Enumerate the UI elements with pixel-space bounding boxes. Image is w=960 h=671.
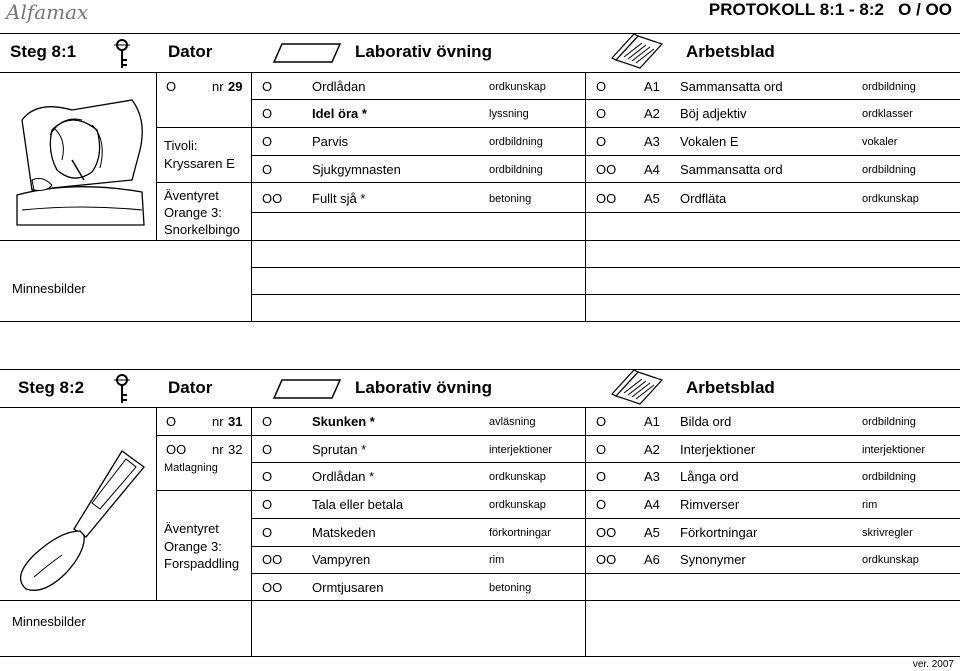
- activity-name: Ordlådan *: [312, 469, 375, 484]
- lab-label: Laborativ övning: [355, 378, 492, 397]
- worksheet-name: Rimverser: [680, 497, 740, 512]
- activity-category: ordkunskap: [489, 471, 546, 483]
- activity-category: lyssning: [489, 108, 529, 120]
- activity-name: Idel öra *: [312, 106, 367, 121]
- nr-label: nr: [212, 414, 224, 429]
- nr-mark[interactable]: O: [166, 79, 177, 94]
- nr-mark[interactable]: OO: [166, 442, 187, 457]
- worksheet-name: Vokalen E: [680, 134, 739, 149]
- worksheet-category: ordklasser: [862, 108, 913, 120]
- worksheet-mark[interactable]: O: [596, 134, 607, 149]
- sick-person-illustration: [12, 80, 150, 230]
- protocol-title: PROTOKOLL 8:1 - 8:2 O / OO: [708, 0, 952, 19]
- activity-mark[interactable]: O: [262, 525, 273, 540]
- activity-mark[interactable]: O: [262, 497, 273, 512]
- activity-name: Fullt sjå *: [312, 191, 366, 206]
- worksheet-category: interjektioner: [862, 444, 925, 456]
- activity-mark[interactable]: O: [262, 134, 273, 149]
- worksheet-mark[interactable]: OO: [596, 162, 617, 177]
- worksheet-category: ordbildning: [862, 471, 916, 483]
- worksheet-mark[interactable]: O: [596, 497, 607, 512]
- worksheet-name: Bilda ord: [680, 414, 732, 429]
- worksheet-category: ordbildning: [862, 81, 916, 93]
- worksheet-mark[interactable]: OO: [596, 191, 617, 206]
- worksheet-category: ordbildning: [862, 164, 916, 176]
- adventure-label: Äventyret: [164, 188, 219, 203]
- version-label: ver. 2007: [912, 659, 954, 670]
- minnesbilder-label: Minnesbilder: [12, 281, 86, 296]
- worksheet-category: rim: [862, 499, 878, 511]
- dator-label: Dator: [168, 378, 213, 397]
- arbetsblad-label: Arbetsblad: [686, 42, 775, 61]
- spoon-illustration: [4, 445, 154, 595]
- matlagning-label: Matlagning: [164, 462, 218, 474]
- activity-category: ordbildning: [489, 136, 543, 148]
- worksheet-mark[interactable]: O: [596, 469, 607, 484]
- nr-number: 29: [228, 79, 243, 94]
- dator-label: Dator: [168, 42, 213, 61]
- activity-category: förkortningar: [489, 527, 551, 539]
- adventure-level: Orange 3:: [164, 205, 222, 220]
- step-title: Steg 8:2: [18, 378, 85, 397]
- worksheet-name: Böj adjektiv: [680, 106, 747, 121]
- key-icon: [110, 38, 134, 70]
- worksheet-code: A4: [644, 162, 660, 177]
- lab-label: Laborativ övning: [355, 42, 492, 61]
- activity-category: interjektioner: [489, 444, 552, 456]
- worksheet-code: A5: [644, 191, 660, 206]
- minnesbilder-label: Minnesbilder: [12, 614, 86, 629]
- activity-mark[interactable]: O: [262, 106, 273, 121]
- worksheet-code: A4: [644, 497, 660, 512]
- nr-label: nr: [212, 79, 224, 94]
- nr-mark[interactable]: O: [166, 414, 177, 429]
- activity-mark[interactable]: OO: [262, 580, 283, 595]
- worksheet-code: A6: [644, 552, 660, 567]
- worksheet-mark[interactable]: OO: [596, 525, 617, 540]
- activity-mark[interactable]: O: [262, 79, 273, 94]
- adventure-name: Snorkelbingo: [164, 222, 240, 237]
- tivoli-label: Tivoli:: [164, 138, 198, 153]
- worksheet-category: vokaler: [862, 136, 898, 148]
- adventure-level: Orange 3:: [164, 539, 222, 554]
- ruler-icon: [272, 42, 342, 64]
- worksheet-code: A2: [644, 442, 660, 457]
- step-title: Steg 8:1: [10, 42, 77, 61]
- tivoli-name: Kryssaren E: [164, 156, 235, 171]
- worksheet-name: Förkortningar: [680, 525, 758, 540]
- worksheet-icon: [608, 370, 664, 406]
- adventure-label: Äventyret: [164, 521, 219, 536]
- activity-category: rim: [489, 554, 505, 566]
- activity-mark[interactable]: O: [262, 442, 273, 457]
- nr-label: nr: [212, 442, 224, 457]
- activity-mark[interactable]: O: [262, 414, 273, 429]
- activity-category: avläsning: [489, 416, 536, 428]
- worksheet-mark[interactable]: O: [596, 414, 607, 429]
- activity-name: Ormtjusaren: [312, 580, 384, 595]
- worksheet-code: A3: [644, 469, 660, 484]
- activity-name: Ordlådan: [312, 79, 366, 94]
- ruler-icon: [272, 378, 342, 400]
- worksheet-mark[interactable]: O: [596, 79, 607, 94]
- worksheet-code: A1: [644, 79, 660, 94]
- worksheet-code: A1: [644, 414, 660, 429]
- worksheet-name: Sammansatta ord: [680, 162, 783, 177]
- activity-category: betoning: [489, 193, 532, 205]
- worksheet-category: ordkunskap: [862, 193, 919, 205]
- activity-category: ordkunskap: [489, 499, 546, 511]
- activity-name: Vampyren: [312, 552, 371, 567]
- activity-name: Tala eller betala: [312, 497, 404, 512]
- worksheet-name: Långa ord: [680, 469, 739, 484]
- worksheet-mark[interactable]: O: [596, 442, 607, 457]
- activity-mark[interactable]: OO: [262, 552, 283, 567]
- activity-category: betoning: [489, 582, 532, 594]
- activity-name: Parvis: [312, 134, 349, 149]
- worksheet-code: A5: [644, 525, 660, 540]
- arbetsblad-label: Arbetsblad: [686, 378, 775, 397]
- worksheet-name: Synonymer: [680, 552, 746, 567]
- nr-number: 31: [228, 414, 243, 429]
- worksheet-mark[interactable]: OO: [596, 552, 617, 567]
- activity-category: ordbildning: [489, 164, 543, 176]
- worksheet-code: A2: [644, 106, 660, 121]
- activity-category: ordkunskap: [489, 81, 546, 93]
- activity-name: Matskeden: [312, 525, 376, 540]
- key-icon: [110, 373, 134, 405]
- activity-name: Sjukgymnasten: [312, 162, 401, 177]
- worksheet-mark[interactable]: O: [596, 106, 607, 121]
- worksheet-name: Interjektioner: [680, 442, 756, 457]
- worksheet-name: Sammansatta ord: [680, 79, 783, 94]
- activity-name: Skunken *: [312, 414, 375, 429]
- adventure-name: Forspaddling: [164, 556, 240, 571]
- activity-mark[interactable]: O: [262, 469, 273, 484]
- worksheet-category: ordbildning: [862, 416, 916, 428]
- activity-mark[interactable]: OO: [262, 191, 283, 206]
- brand-logo: Alfamax: [6, 0, 89, 24]
- worksheet-icon: [608, 34, 664, 70]
- worksheet-category: skrivregler: [862, 527, 913, 539]
- nr-number: 32: [228, 442, 243, 457]
- worksheet-code: A3: [644, 134, 660, 149]
- activity-name: Sprutan *: [312, 442, 367, 457]
- worksheet-name: Ordfläta: [680, 191, 727, 206]
- activity-mark[interactable]: O: [262, 162, 273, 177]
- worksheet-category: ordkunskap: [862, 554, 919, 566]
